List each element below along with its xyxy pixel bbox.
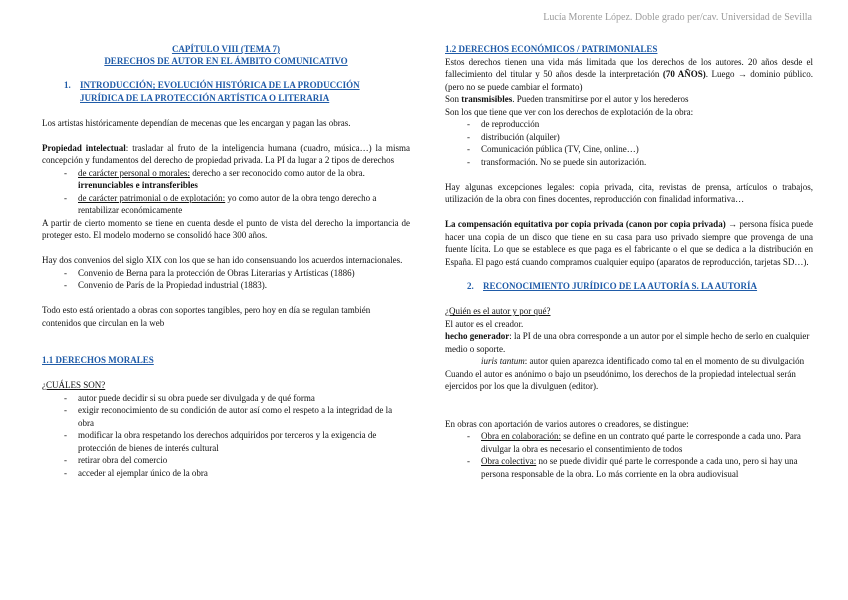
derechos-morales-list [42, 392, 410, 480]
trans-text-c: . Pueden transmitirse por el autor y los herederos [512, 94, 689, 104]
paragraph-propiedad-intelectual [42, 142, 410, 167]
cuales-son-heading [42, 379, 410, 392]
cuales-son-text: ¿CUÁLES SON? [42, 380, 106, 390]
obra-colaboracion-label: Obra en colaboración: [481, 431, 561, 441]
hecho-generador-text: : la PI de una obra corresponde a un autor por el simple hecho de serlo en cualquier medio o soporte. [445, 331, 810, 354]
paragraph-todo-esto: Todo esto está orientado a obras con soportes tangibles, pero hoy en día se regulan también contenidos que circulan en la web [42, 305, 371, 328]
paragraph-creador: El autor es el creador. [445, 318, 524, 329]
propiedad-intelectual-text: : trasladar al fruto de la inteligencia humana (cuadro, música…) la misma concepción y fundamentos del derecho de propiedad privada. La PI da lugar a 2 tipos de derechos [42, 142, 410, 165]
obra-colectiva-text: no se puede dividir qué parte le corresponde a cada uno, pero si hay una persona responsable de la obra. Lo más corriente en la obra audiovisual [481, 456, 798, 479]
iuris-tantum-italic: iuris tantum [481, 356, 525, 366]
section-2-title: RECONOCIMIENTO JURÍDICO DE LA AUTORÍA S. LA AUTORÍA [483, 281, 758, 291]
section-1-2-heading: 1.2 DERECHOS ECONÓMICOS / PATRIMONIALES [445, 44, 658, 54]
item-patrimonial-text: yo como autor de la obra tengo derecho a rentabilizar económicamente [78, 192, 377, 215]
iuris-tantum-text: : autor quien aparezca identificado como tal en el momento de su divulgación [524, 356, 805, 366]
list-item: - Convenio de París de la Propiedad industrial (1883). [64, 279, 410, 292]
trans-bold: transmisibles [461, 94, 513, 104]
section-2-number: 2. [467, 281, 474, 291]
list-item [64, 167, 410, 192]
tipos-obra-list [445, 430, 813, 480]
paragraph-excepciones: Hay algunas excepciones legales: copia privada, cita, revistas de prensa, artículos o trabajos, utilización de la obra con fines docentes, reproducción con finalidad informativa… [445, 181, 813, 204]
paragraph-estos-derechos [445, 56, 813, 94]
paragraph-mecenas: Los artistas históricamente dependían de mecenas que les encargan y pagan las obras. [42, 117, 351, 128]
estos-70-anos: (70 AÑOS) [662, 69, 706, 79]
paragraph-a-partir: A partir de cierto momento se tiene en cuenta desde el punto de vista del derecho la importancia de proteger esto. El modelo moderno se consolidó hace 300 años. [42, 217, 410, 240]
compensacion-text: → persona física puede hacer una copia de un disco que tiene en su casa para uso privado siempre que provenga de una fuente lícita. Lo que se establece es que paga es el fabricante o el que se dedica a la distribución en España. El pago está cuando compramos cualquier equipo (aparatos de reproducción, tarjetas SD…). [445, 219, 813, 267]
paragraph-hecho-generador [445, 330, 813, 355]
section-1-number: 1. [64, 80, 71, 90]
section-2-heading [445, 280, 813, 293]
list-item: - Comunicación pública (TV, Cine, online…) [467, 143, 813, 156]
section-1-title-line1: INTRODUCCIÓN; EVOLUCIÓN HISTÓRICA DE LA PRODUCCIÓN [80, 80, 360, 90]
paragraph-transmisibles [445, 93, 813, 106]
list-item: - de reproducción [467, 118, 813, 131]
item-patrimonial-label: de carácter patrimonial o de explotación: [78, 192, 226, 203]
paragraph-compensacion [445, 218, 813, 268]
item-morales-text: derecho a ser reconocido como autor de la obra. [189, 167, 365, 178]
list-item: - modificar la obra respetando los derechos adquiridos por terceros y la exigencia de protección de bienes de interés cultural [64, 429, 410, 454]
quien-heading [445, 305, 813, 318]
estos-text-a: Estos derechos tienen una vida más limitada que los derechos de los autores. 20 años desde el fallecimiento del titular y 50 años desde la interpretación [445, 56, 813, 79]
obra-colaboracion-text: se define en un contrato qué parte le corresponde a cada uno. Para divulgar la obra es necesario el consentimiento de todos [481, 431, 801, 454]
item-morales-bold: irrenunciables e intransferibles [78, 180, 198, 190]
convenios-list [42, 267, 410, 292]
hecho-generador-bold: hecho generador [445, 331, 510, 341]
item-morales-label: de carácter personal o morales: [78, 167, 190, 178]
obra-colectiva-label: Obra colectiva: [481, 456, 537, 466]
section-1-title-line2: JURÍDICA DE LA PROTECCIÓN ARTÍSTICA O LITERARIA [80, 92, 330, 103]
list-item: - transformación. No se puede sin autorización. [467, 156, 813, 169]
right-column [445, 43, 813, 480]
list-item: - exigir reconocimiento de su condición de autor así como el respeto a la integridad de la obra [64, 404, 410, 429]
list-item [467, 455, 813, 480]
list-item: - acceder al ejemplar único de la obra [64, 467, 410, 480]
list-item: - Convenio de Berna para la protección de Obras Literarias y Artísticas (1886) [64, 267, 410, 280]
chapter-subtitle: DERECHOS DE AUTOR EN EL ÁMBITO COMUNICATIVO [104, 56, 348, 66]
section-1-1-heading: 1.1 DERECHOS MORALES [42, 355, 154, 365]
left-column [42, 43, 410, 479]
paragraph-varios-autores: En obras con aportación de varios autores o creadores, se distingue: [445, 418, 689, 429]
estos-text-c: . Luego → dominio público. (pero no se puede cambiar el formato) [445, 69, 813, 92]
paragraph-convenios: Hay dos convenios del siglo XIX con los que se han ido consensuando los acuerdos internacionales. [42, 255, 403, 265]
derechos-types-list [42, 167, 410, 217]
paragraph-iuris-tantum [445, 355, 813, 368]
trans-text-a: Son [445, 94, 462, 104]
list-item: - retirar obra del comercio [64, 454, 410, 467]
list-item [467, 430, 813, 455]
list-item: - distribución (alquiler) [467, 131, 813, 144]
chapter-title: CAPÍTULO VIII (TEMA 7) [171, 44, 281, 54]
paragraph-explotacion: Son los que tiene que ver con los derechos de explotación de la obra: [445, 106, 694, 117]
quien-text: ¿Quién es el autor y por qué? [445, 306, 551, 316]
explotacion-list [445, 118, 813, 168]
paragraph-anonimo: Cuando el autor es anónimo o bajo un pseudónimo, los derechos de la propiedad intelectual serán ejercidos por los que la divulguen (editor). [445, 368, 796, 391]
section-1-heading [42, 79, 410, 92]
page-header-author: Lucía Morente López. Doble grado per/cav. Universidad de Sevilla [543, 12, 812, 23]
compensacion-bold: La compensación equitativa por copia privada (canon por copia privada) [445, 219, 726, 229]
list-item: - autor puede decidir si su obra puede ser divulgada y de qué forma [64, 392, 410, 405]
term-propiedad-intelectual: Propiedad intelectual [42, 142, 126, 153]
list-item [64, 192, 410, 217]
